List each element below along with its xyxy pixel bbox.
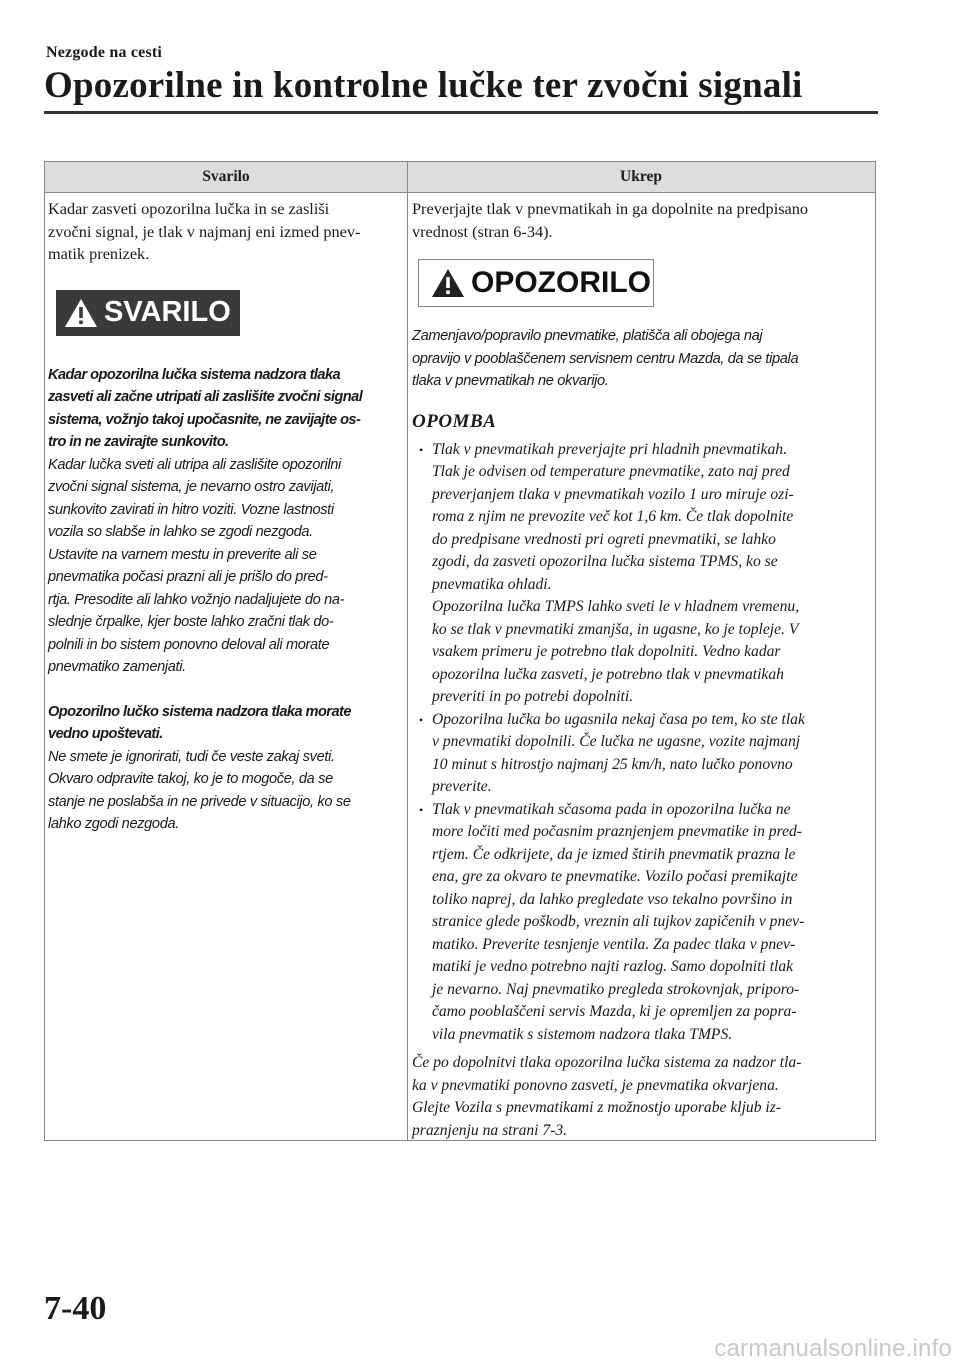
bullet-dot: • [419, 442, 424, 457]
column-header-action: Ukrep [620, 168, 662, 185]
caution-badge-label: OPOZORILO [471, 266, 651, 299]
caution-triangle-icon [431, 267, 465, 299]
warning-block1-text: Kadar lučka sveti ali utripa ali zaslišite opozorilni zvočni signal sistema, je nevarno ostro zavijati, sunkovito zavirati in hitro voziti. Vozne lastnosti vozila so slabše in lahko se zgodi nezgoda. Ustavite na varnem mestu in preverite ali se pnevmatika počasi prazni ali je prišlo do pred- rtja. Presodite ali lahko vožnjo nadaljujete do na- slednje črpalke, kjer boste lahko zračni tlak do- polnili in bo sistem ponovno deloval ali morate pnevmatiko zamenjati. [48, 456, 345, 675]
page-number: 7-40 [44, 1290, 107, 1327]
table-header [45, 162, 875, 193]
info-table [44, 161, 876, 1141]
closing-text: Če po dopolnitvi tlaka opozorilna lučka sistema za nadzor tla- ka v pnevmatiki ponovno zasveti, je pnevmatika okvarjena. Glejte Vozila s pnevmatikami z možnostjo uporabe kljub iz- praznjenju na strani 7-3. [412, 1054, 802, 1139]
warning-block2-bold: Opozorilno lučko sistema nadzora tlaka morate vedno upoštevati. [48, 703, 351, 742]
note-item-text: Opozorilna lučka bo ugasnila nekaj časa po tem, ko ste tlak v pnevmatiki dopolnili. Če lučka ne ugasne, vozite najmanj 10 minut s hitrostjo najmanj 25 km/h, nato lučko ponovno preverite. [432, 710, 805, 795]
warning-badge [56, 290, 240, 336]
warning-description: Kadar zasveti opozorilna lučka in se zasliši zvočni signal, je tlak v najmanj eni izmed pnev- matik prenizek. [48, 199, 361, 263]
caution-badge [418, 259, 654, 307]
section-label: Nezgode na cesti [46, 44, 163, 61]
action-intro: Preverjajte tlak v pnevmatikah in ga dopolnite na predpisano vrednost (stran 6-34). [412, 199, 809, 241]
note-item [412, 799, 869, 1047]
note-item-text: Tlak v pnevmatikah preverjajte pri hladnih pnevmatikah. Tlak je odvisen od temperature pnevmatike, zato naj pred preverjanjem tlaka v pnevmatikah vozilo 1 uro miruje ozi- roma z njim ne prevozite več kot 1,6 km. Če tlak dopolnite do predpisane vrednosti pri ogreti pnevmatiki, se lahko zgodi, da zasveti opozorilna lučka sistema TPMS, ko se pnevmatika ohladi. Opozorilna lučka TMPS lahko sveti le v hladnem vremenu, ko se tlak v pnevmatiki zmanjša, in ugasne, ko je topleje. V vsakem primeru je potrebno tlak dopolniti. Vedno kadar opozorilna lučka zasveti, je potrebno tlak v pnevmatikah preveriti in po potrebi dopolniti. [432, 440, 800, 705]
warning-block1-bold: Kadar opozorilna lučka sistema nadzora tlaka zasveti ali začne utripati ali zaslišite zvočni signal sistema, vožnjo takoj upočasnite, ne zavijajte os- tro in ne zavirajte sunkovito. [48, 366, 363, 450]
note-list [412, 439, 869, 1047]
note-item [412, 439, 869, 709]
warning-cell [45, 192, 407, 836]
warning-triangle-icon [64, 297, 98, 329]
action-cell [408, 192, 875, 1142]
bullet-dot: • [419, 712, 424, 727]
page-title: Opozorilne in kontrolne lučke ter zvočni signali [44, 65, 803, 106]
warning-block2-text: Ne smete je ignorirati, tudi če veste zakaj sveti. Okvaro odpravite takoj, ko je to mogoče, da se stanje ne poslabša in ne privede v situacijo, ko se lahko zgodi nezgoda. [48, 748, 351, 832]
note-item [412, 709, 869, 799]
watermark: carmanualsonline.info [714, 1335, 952, 1362]
title-rule [44, 111, 878, 114]
column-header-warning: Svarilo [202, 168, 250, 185]
note-heading: OPOMBA [412, 410, 497, 432]
warning-badge-label: SVARILO [104, 296, 231, 328]
caution-text: Zamenjavo/popravilo pnevmatike, platišča ali obojega naj opravijo v pooblaščenem servisnem centru Mazda, da se tipala tlaka v pnevmatikah ne okvarijo. [412, 328, 799, 389]
bullet-dot: • [419, 802, 424, 817]
note-item-text: Tlak v pnevmatikah sčasoma pada in opozorilna lučka ne more ločiti med počasnim praznjenjem pnevmatike in pred- rtjem. Če odkrijete, da je izmed štirih pnevmatik prazna le ena, gre za okvaro te pnevmatike. Vozilo počasi premikajte toliko naprej, da lahko pregledate vso tekalno površino in stranice glede poškodb, vreznin ali tujkov zapičenih v pnev- matiko. Preverite tesnjenje ventila. Za padec tlaka v pnev- matiki je vedno potrebno najti razlog. Samo dopolniti tlak je nevarno. Naj pnevmatiko pregleda strokovnjak, priporo- čamo pooblaščeni servis Mazda, ki je opremljen za popra- vila pnevmatik s sistemom nadzora tlaka TMPS. [432, 800, 805, 1043]
